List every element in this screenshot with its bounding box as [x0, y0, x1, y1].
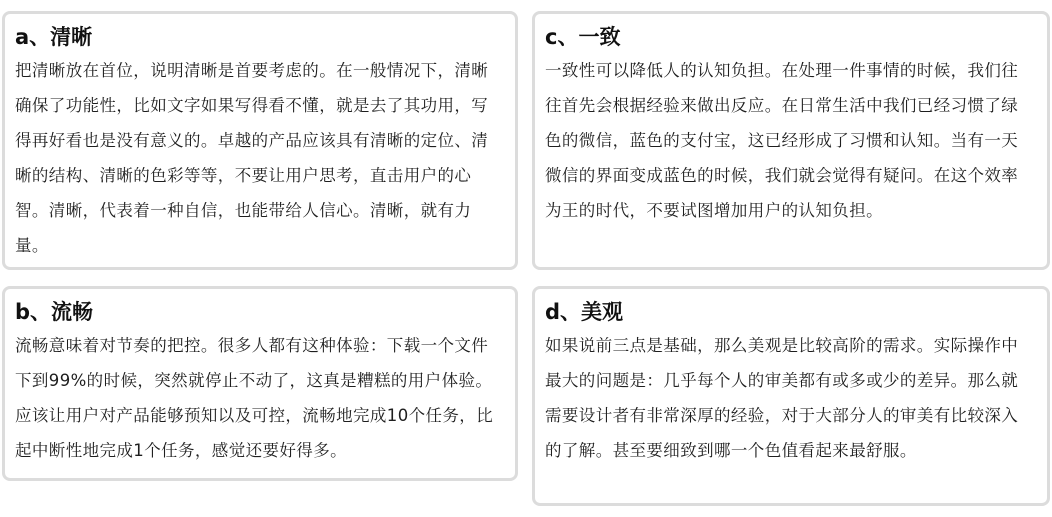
card-clarity	[2, 11, 518, 270]
card-title-aesthetics: d、美观	[545, 300, 624, 324]
card-body-consistency: 一致性可以降低人的认知负担。在处理一件事情的时候，我们往往首先会根据经验来做出反应。在日常生活中我们已经习惯了绿色的微信，蓝色的支付宝，这已经形成了习惯和认知。当有一天微信的界面变成蓝色的时候，我们就会觉得有疑问。在这个效率为王的时代，不要试图增加用户的认知负担。	[545, 61, 1019, 220]
card-fluency	[2, 286, 518, 481]
card-title-fluency: b、流畅	[15, 300, 94, 324]
card-consistency	[532, 11, 1050, 270]
card-title-clarity: a、清晰	[15, 25, 93, 49]
card-aesthetics	[532, 286, 1050, 506]
card-body-aesthetics: 如果说前三点是基础，那么美观是比较高阶的需求。实际操作中最大的问题是：几乎每个人的审美都有或多或少的差异。那么就需要设计者有非常深厚的经验，对于大部分人的审美有比较深入的了解。甚至要细致到哪一个色值看起来最舒服。	[545, 336, 1019, 460]
card-body-fluency: 流畅意味着对节奏的把控。很多人都有这种体验：下载一个文件下到99%的时候，突然就停止不动了，这真是糟糕的用户体验。应该让用户对产品能够预知以及可控，流畅地完成10个任务，比起中断性地完成1个任务，感觉还要好得多。	[15, 336, 494, 460]
card-body-clarity: 把清晰放在首位，说明清晰是首要考虑的。在一般情况下，清晰确保了功能性，比如文字如果写得看不懂，就是去了其功用，写得再好看也是没有意义的。卓越的产品应该具有清晰的定位、清晰的结构、清晰的色彩等等，不要让用户思考，直击用户的心智。清晰，代表着一种自信，也能带给人信心。清晰，就有力量。	[15, 61, 489, 255]
card-title-consistency: c、一致	[545, 25, 621, 49]
